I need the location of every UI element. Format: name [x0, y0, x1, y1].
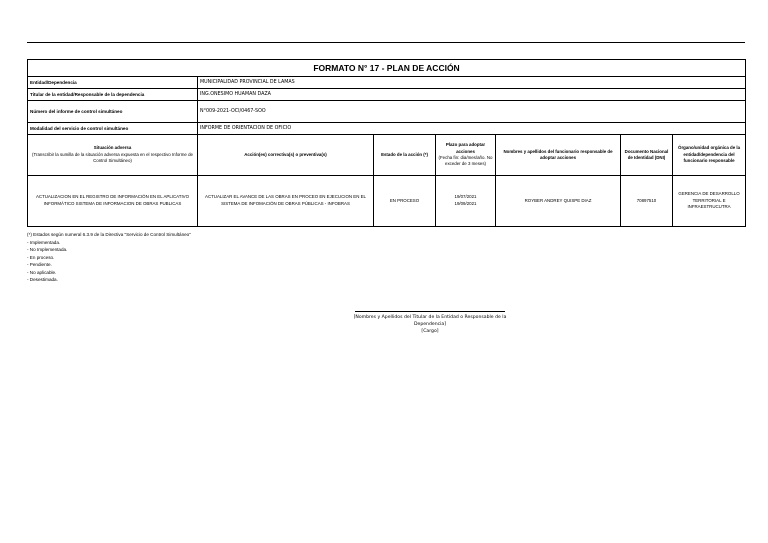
- note-line: - Implementada.: [27, 239, 61, 245]
- cell-plazo: [436, 176, 496, 227]
- signature-name: [Nombres y Apellidos del Titular de la Entidad o Responsable de la Dependencia]: [353, 315, 507, 327]
- note-line: - No Implementada.: [27, 247, 68, 252]
- signature-block: [345, 311, 515, 335]
- estado-notes: [27, 231, 191, 284]
- table-row: [28, 176, 746, 227]
- plan-de-accion-table: [27, 59, 746, 227]
- cell-estado: EN PROCESO: [374, 176, 436, 227]
- titular-label: Titular de la entidad/Responsable de la dependencia: [28, 89, 198, 101]
- note-line: - Pendiente.: [27, 262, 52, 267]
- note-line: - En proceso.: [27, 254, 55, 260]
- modalidad-label: Modalidad del servicio de control simultáneo: [28, 123, 198, 135]
- signature-line: [355, 311, 505, 312]
- header-plazo-sub: (Fecha fin: dia/mes/año. No exceder de 3 meses): [438, 155, 493, 167]
- header-estado: Estado de la acción (*): [374, 135, 436, 176]
- plazo-fin: 19/09/2021: [454, 201, 477, 206]
- cell-organo: GERENCIA DE DESARROLLO TERRITORIAL E INFRAESTRUCUTRA: [673, 176, 746, 227]
- header-acciones: Acción(es) correctiva(s) o preventiva(s): [198, 135, 374, 176]
- modalidad-value: INFORME DE ORIENTACION DE OFICIO: [198, 123, 746, 135]
- cell-dni: 70897510: [621, 176, 673, 227]
- header-organo: Órgano/unidad orgánica de la entidad/dependencia del funcionario responsable: [673, 135, 746, 176]
- note-line: - No aplicable.: [27, 269, 57, 275]
- entidad-value: MUNICIPALIDAD PROVINCIAL DE LAMAS: [198, 77, 746, 89]
- note-line: - Desestimada.: [27, 277, 58, 282]
- titular-value: ING.ONESIMO HUAMAN DAZA: [198, 89, 746, 101]
- top-rule: [27, 42, 745, 43]
- header-plazo: [436, 135, 496, 176]
- note-line: (*) Estados según numeral 6.3.9 de la Directiva "Servicio de Control Simultáneo": [27, 232, 191, 237]
- cell-situacion: ACTUALIZACION EN EL REGISTRO DE INFORMACIÓN EN EL APLICATIVO INFORMÁTICO SISTEMA DE INFORMACION DE OBRAS PUBLICAS: [28, 176, 198, 227]
- informe-label: Número del informe de control simultáneo: [28, 101, 198, 123]
- plazo-inicio: 19/07/2021: [454, 194, 477, 200]
- informe-value: N°009-2021-OCI/0467-SOO: [198, 101, 746, 123]
- cell-accion: ACTUALIZAR EL AVANCE DE LAS OBRAS EN PROCEO EN EJECUCION EN EL SISTEMA DE INFOMACIÓN DE OBRAS PÚBLICAS - INFOBRAS: [198, 176, 374, 227]
- entidad-label: Entidad/Dependencia: [28, 77, 198, 89]
- header-plazo-title: Plazo para adoptar acciones: [445, 142, 486, 154]
- signature-cargo: [Cargo]: [421, 329, 439, 334]
- header-nombres: Nombres y apellidos del funcionario responsable de adoptar acciones: [496, 135, 621, 176]
- header-documento: Documento Nacional de Identidad (DNI): [621, 135, 673, 176]
- header-situacion: [28, 135, 198, 176]
- cell-nombre: ROYBER ANDREY QUISPE DIAZ: [496, 176, 621, 227]
- form-title: FORMATO N° 17 - PLAN DE ACCIÓN: [28, 60, 746, 77]
- header-situacion-title: Situación adversa: [93, 145, 132, 151]
- header-situacion-sub: (Transcribir la sumilla de la situación adversa expuesta en el respectivo Informe de Control Simultáneo): [32, 151, 193, 164]
